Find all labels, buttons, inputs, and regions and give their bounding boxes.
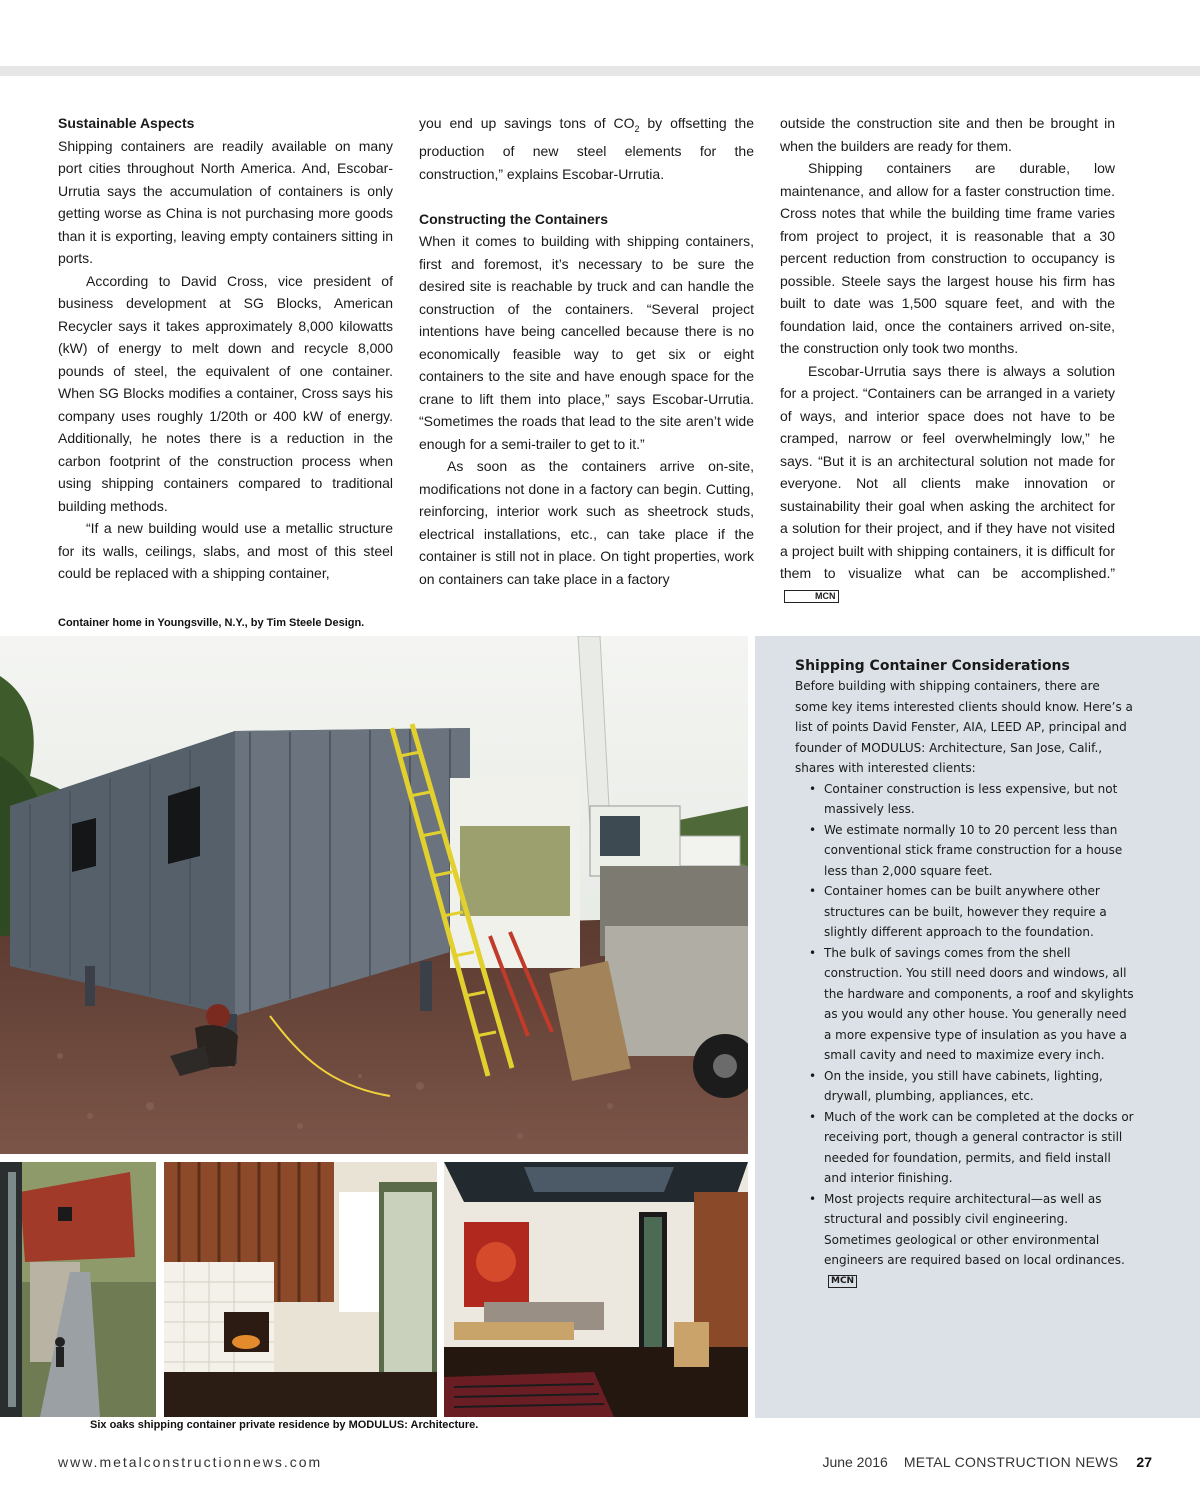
- photo-caption: Container home in Youngsville, N.Y., by Tim Steele Design.: [58, 617, 365, 629]
- issue-date: June 2016: [822, 1454, 888, 1470]
- list-item: • Most projects require architectural—as well as structural and possibly civil engineering. Sometimes geological or other environmental engineers are required based on local ordinances.MCN: [795, 1189, 1135, 1292]
- end-mark-icon: MCN: [784, 590, 839, 603]
- photo-caption: Six oaks shipping container private residence by MODULUS: Architecture.: [90, 1419, 479, 1431]
- exterior-container-photo: [0, 1162, 156, 1417]
- list-item: • Container construction is less expensive, but not massively less.: [795, 779, 1135, 820]
- list-item: • We estimate normally 10 to 20 percent less than conventional stick frame construction for a house less than 2,000 square feet.: [795, 820, 1135, 882]
- list-item: • Much of the work can be completed at the docks or receiving port, though a general contractor is still needed for foundation, permits, and field install and interior finishing.: [795, 1107, 1135, 1189]
- list-item: • On the inside, you still have cabinets, lighting, drywall, plumbing, appliances, etc.: [795, 1066, 1135, 1107]
- paragraph: Shipping containers are durable, low maintenance, and allow for a faster construction time. Cross notes that while the building time frame varies from project to project, it is reasonable that a 30 percent reduction from construction to occupancy is possible. Steele says the largest house his firm has built to date was 1,500 square feet, and with the foundation laid, once the containers arrived on-site, the construction only took two months.: [780, 160, 1115, 356]
- paragraph: Shipping containers are readily available on many port cities throughout North America. And, Escobar-Urrutia says the accumulation of containers is only getting worse as China is not purchasing more goods than it is exporting, leaving empty containers sitting in ports.: [58, 137, 393, 266]
- end-mark-icon: MCN: [828, 1275, 857, 1288]
- paragraph: outside the construction site and then be brought in when the builders are ready for them.: [780, 115, 1115, 154]
- article-column-1: [58, 112, 393, 585]
- fireplace-interior-photo: [164, 1162, 437, 1417]
- paragraph: Escobar-Urrutia says there is always a solution for a project. “Containers can be arranged in a variety of ways, and interior space does not have to be cramped, narrow or feel overwhelmingly low,” he says. “But it is an architectural solution not made for everyone. Not all clients make innovation or sustainability their goal when asking the architect for a solution for their project, and if they have not visited a project built with shipping containers, it is difficult for them to visualize what can be accomplished.”MCN: [780, 362, 1115, 602]
- sidebar-list: [795, 779, 1135, 1292]
- section-heading-constructing: Constructing the Containers: [419, 210, 609, 227]
- living-room-interior-photo: [444, 1162, 748, 1417]
- paragraph: According to David Cross, vice president of business development at SG Blocks, American Recycler says it takes approximately 8,000 kilowatts (kW) of energy to melt down and recycle 8,000 pounds of steel, the equivalent of one container. When SG Blocks modifies a container, Cross says his company uses roughly 1/20th or 400 kW of energy. Additionally, he notes there is a reduction in the carbon footprint of the construction process when using shipping containers compared to traditional building methods.: [58, 272, 393, 514]
- list-item: • Container homes can be built anywhere other structures can be built, however they require a slightly different approach to the foundation.: [795, 881, 1135, 943]
- sidebar-title: Shipping Container Considerations: [795, 658, 1070, 674]
- page-number: 27: [1136, 1454, 1152, 1470]
- article-column-3: [780, 112, 1115, 607]
- paragraph: “If a new building would use a metallic structure for its walls, ceilings, slabs, and most of this steel could be replaced with a shipping container,: [58, 520, 393, 581]
- paragraph: When it comes to building with shipping containers, first and foremost, it’s necessary to be sure the desired site is reachable by truck and can handle the construction of the containers. “Several project intentions have being cancelled because there is no economically feasible way to get six or eight containers to the site and have enough space for the crane to lift them into place,” says Escobar-Urrutia. “Sometimes the roads that lead to the site aren’t wide enough for a semi-trailer to get to it.”: [419, 233, 754, 452]
- paragraph: As soon as the containers arrive on-site, modifications not done in a factory can begin. Cutting, reinforcing, interior work such as sheetrock studs, electrical installations, etc., can take place if the container is still not in place. On tight properties, work on containers can take place in a factory: [419, 458, 754, 587]
- list-item: • The bulk of savings comes from the shell construction. You still need doors and windows, all the hardware and components, a roof and skylights as you would any other house. You generally need a more expensive type of insulation as you have a small cavity and need to maximize every inch.: [795, 943, 1135, 1066]
- article-column-2: [419, 112, 754, 590]
- considerations-sidebar: [755, 636, 1200, 1418]
- magazine-name: METAL CONSTRUCTION NEWS: [903, 1454, 1119, 1470]
- top-rule: [0, 66, 1200, 76]
- paragraph: you end up savings tons of $CO_2$ by offsetting the production of new steel elements for the construction,” explains Escobar-Urrutia.: [419, 115, 754, 182]
- footer-url[interactable]: www.metalconstructionnews.com: [58, 1454, 323, 1470]
- container-construction-photo: [0, 636, 748, 1154]
- footer-folio: [822, 1454, 1152, 1470]
- sidebar-intro: Before building with shipping containers, there are some key items interested clients should know. Here’s a list of points David Fenster, AIA, LEED AP, principal and founder of MODULUS: Architecture, San Jose, Calif., shares with interested clients:: [795, 679, 1133, 775]
- section-heading-sustainable: Sustainable Aspects: [58, 115, 195, 131]
